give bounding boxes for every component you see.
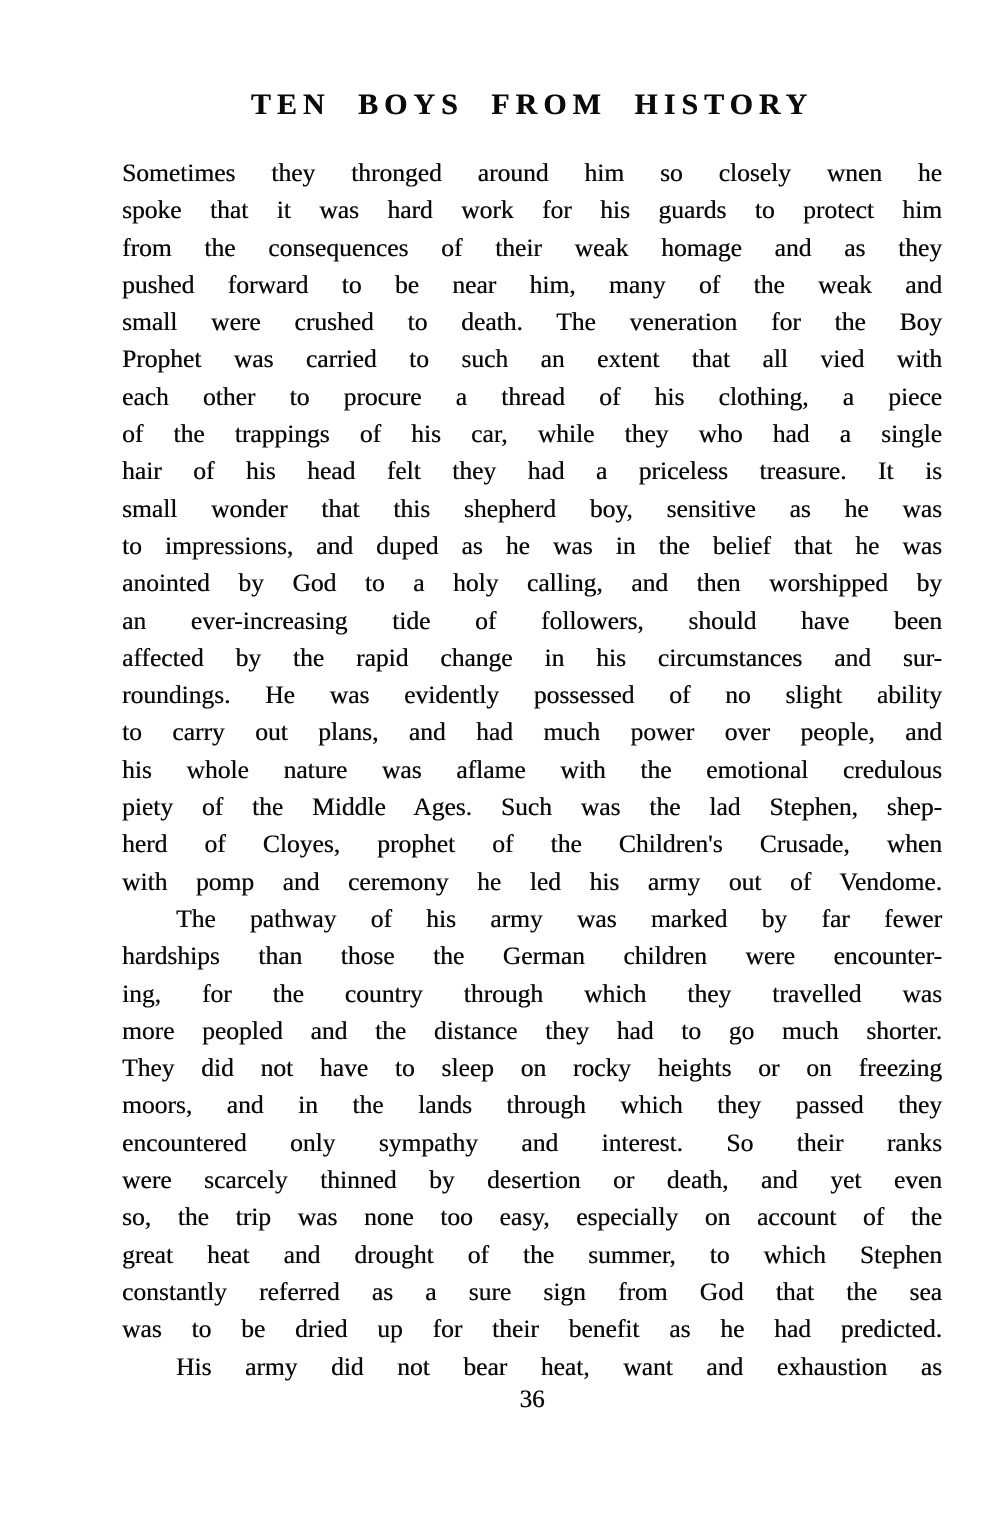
text-line: roundings. He was evidently possessed of no slight ability	[122, 680, 942, 710]
text-line: was to be dried up for their benefit as he had predicted.	[122, 1314, 942, 1344]
text-line: affected by the rapid change in his circumstances and sur-	[122, 642, 942, 672]
body-text	[122, 154, 942, 1385]
paragraph-2	[122, 900, 942, 1348]
text-line: so, the trip was none too easy, especially on account of the	[122, 1202, 942, 1232]
text-line: to carry out plans, and had much power over people, and	[122, 717, 942, 747]
text-line: moors, and in the lands through which they passed they	[122, 1090, 942, 1120]
text-line: herd of Cloyes, prophet of the Children's Crusade, when	[122, 829, 942, 859]
text-line: small wonder that this shepherd boy, sensitive as he was	[122, 493, 942, 523]
text-line: hardships than those the German children were encounter-	[122, 941, 942, 971]
text-line: piety of the Middle Ages. Such was the lad Stephen, shep-	[122, 792, 942, 822]
text-line: hair of his head felt they had a priceless treasure. It is	[122, 456, 942, 486]
text-line: pushed forward to be near him, many of the weak and	[122, 269, 942, 299]
text-line: spoke that it was hard work for his guards to protect him	[122, 195, 942, 225]
paragraph-3	[122, 1348, 942, 1385]
page-number: 36	[519, 1386, 545, 1413]
text-line: Prophet was carried to such an extent that all vied with	[122, 344, 942, 374]
text-line: to impressions, and duped as he was in the belief that he was	[122, 530, 942, 560]
paragraph-1	[122, 154, 942, 900]
text-line: Sometimes they thronged around him so closely wnen he	[122, 158, 942, 187]
page-title: TEN BOYS FROM HISTORY	[250, 88, 814, 121]
text-line: ing, for the country through which they travelled was	[122, 978, 942, 1008]
text-line: his whole nature was aflame with the emotional credulous	[122, 754, 942, 784]
text-line: They did not have to sleep on rocky heights or on freezing	[122, 1053, 942, 1083]
text-line: The pathway of his army was marked by far fewer	[176, 903, 942, 933]
text-line: His army did not bear heat, want and exhaustion as	[176, 1351, 942, 1381]
text-line: constantly referred as a sure sign from God that the sea	[122, 1276, 942, 1306]
text-line: encountered only sympathy and interest. So their ranks	[122, 1127, 942, 1157]
text-line: anointed by God to a holy calling, and then worshipped by	[122, 568, 942, 598]
text-line: from the consequences of their weak homage and as they	[122, 232, 942, 262]
text-line: small were crushed to death. The veneration for the Boy	[122, 307, 942, 337]
text-line: each other to procure a thread of his clothing, a piece	[122, 381, 942, 411]
text-line: were scarcely thinned by desertion or death, and yet even	[122, 1165, 942, 1195]
text-line: an ever-increasing tide of followers, should have been	[122, 605, 942, 635]
text-line: of the trappings of his car, while they who had a single	[122, 419, 942, 449]
text-line: with pomp and ceremony he led his army out of Vendome.	[122, 866, 942, 896]
text-line: more peopled and the distance they had to go much shorter.	[122, 1015, 942, 1045]
text-line: great heat and drought of the summer, to which Stephen	[122, 1239, 942, 1269]
